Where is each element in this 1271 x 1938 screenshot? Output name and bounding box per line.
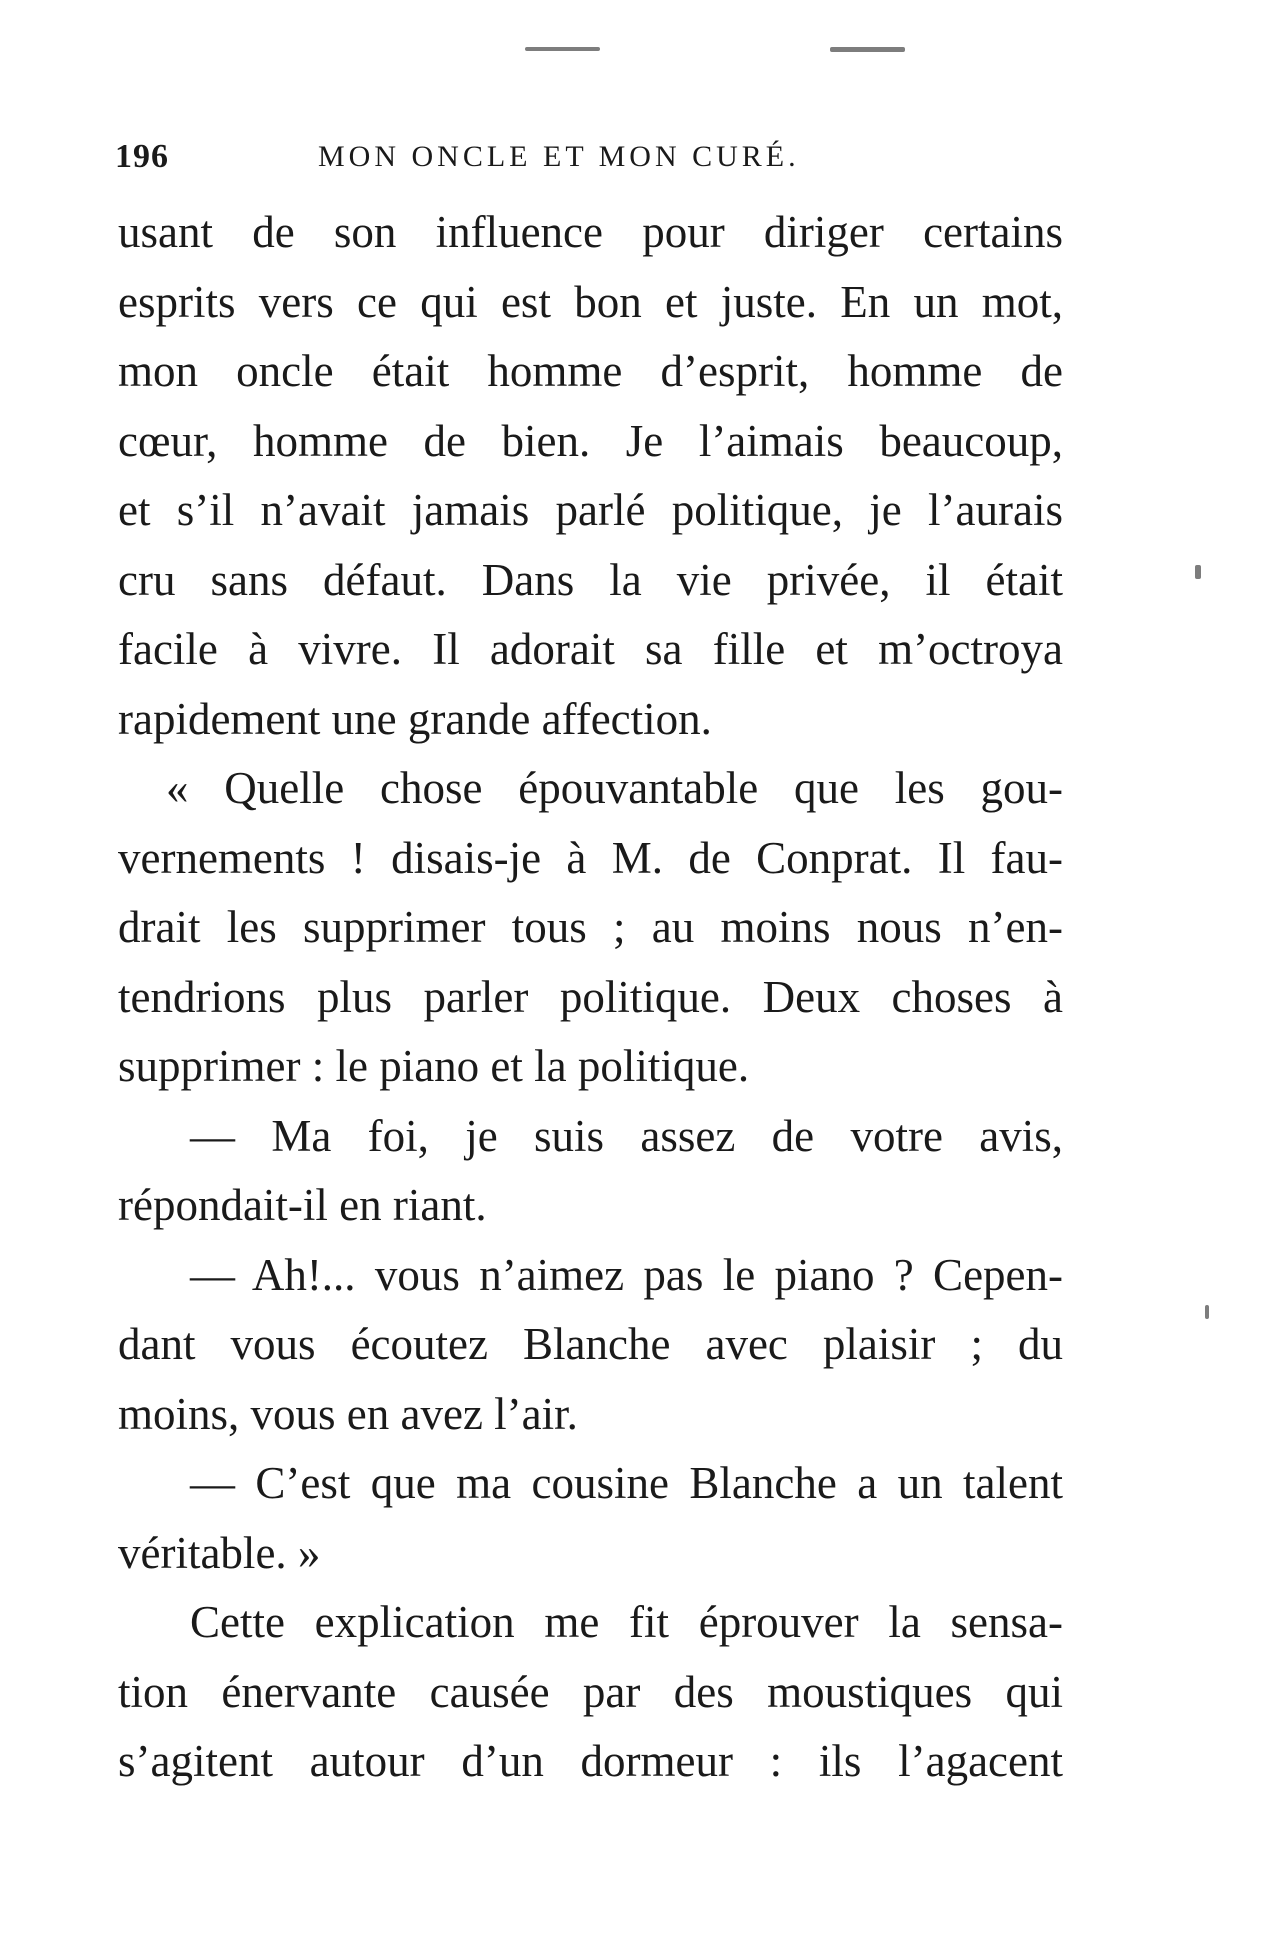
page-number: 196 [115,138,169,175]
text-line: esprits vers ce qui est bon et juste. En un mot, [118,276,1063,327]
text-line: — Ma foi, je suis assez de votre avis, [190,1110,1063,1161]
text-line: facile à vivre. Il adorait sa fille et m’octroya [118,624,1063,674]
text-line: rapidement une grande affection. [118,693,712,744]
page-header [115,138,1015,186]
print-smudge [1195,565,1201,579]
text-line: véritable. » [118,1527,321,1578]
text-line: tion énervante causée par des moustiques qui [118,1666,1063,1717]
body-text [118,198,1063,1797]
text-line: s’agitent autour d’un dormeur : ils l’agacent [118,1736,1063,1786]
text-line: supprimer : le piano et la politique. [118,1041,750,1091]
text-line: répondait-il en riant. [118,1180,487,1230]
text-line: — Ah!... vous n’aimez pas le piano ? Cepen- [190,1249,1063,1300]
text-line: vernements ! disais-je à M. de Conprat. Il fau- [118,832,1063,883]
print-smudge [830,47,905,52]
text-line: drait les supprimer tous ; au moins nous n’en- [118,902,1063,952]
text-line: cœur, homme de bien. Je l’aimais beaucoup, [118,415,1063,466]
print-smudge [1205,1305,1209,1319]
text-line: usant de son influence pour diriger certains [118,207,1063,257]
running-title: MON ONCLE ET MON CURÉ. [318,140,800,173]
text-line: « Quelle chose épouvantable que les gou- [166,763,1063,813]
text-line: cru sans défaut. Dans la vie privée, il était [118,554,1063,605]
print-smudge [525,47,600,51]
text-line: moins, vous en avez l’air. [118,1388,578,1439]
text-line: Cette explication me fit éprouver la sensa- [190,1597,1063,1647]
text-line: tendrions plus parler politique. Deux choses à [118,971,1063,1022]
text-line: dant vous écoutez Blanche avec plaisir ; du [118,1319,1063,1369]
text-line: et s’il n’avait jamais parlé politique, je l’aurais [118,485,1063,535]
text-line: mon oncle était homme d’esprit, homme de [118,346,1063,396]
text-line: — C’est que ma cousine Blanche a un talent [190,1458,1063,1508]
